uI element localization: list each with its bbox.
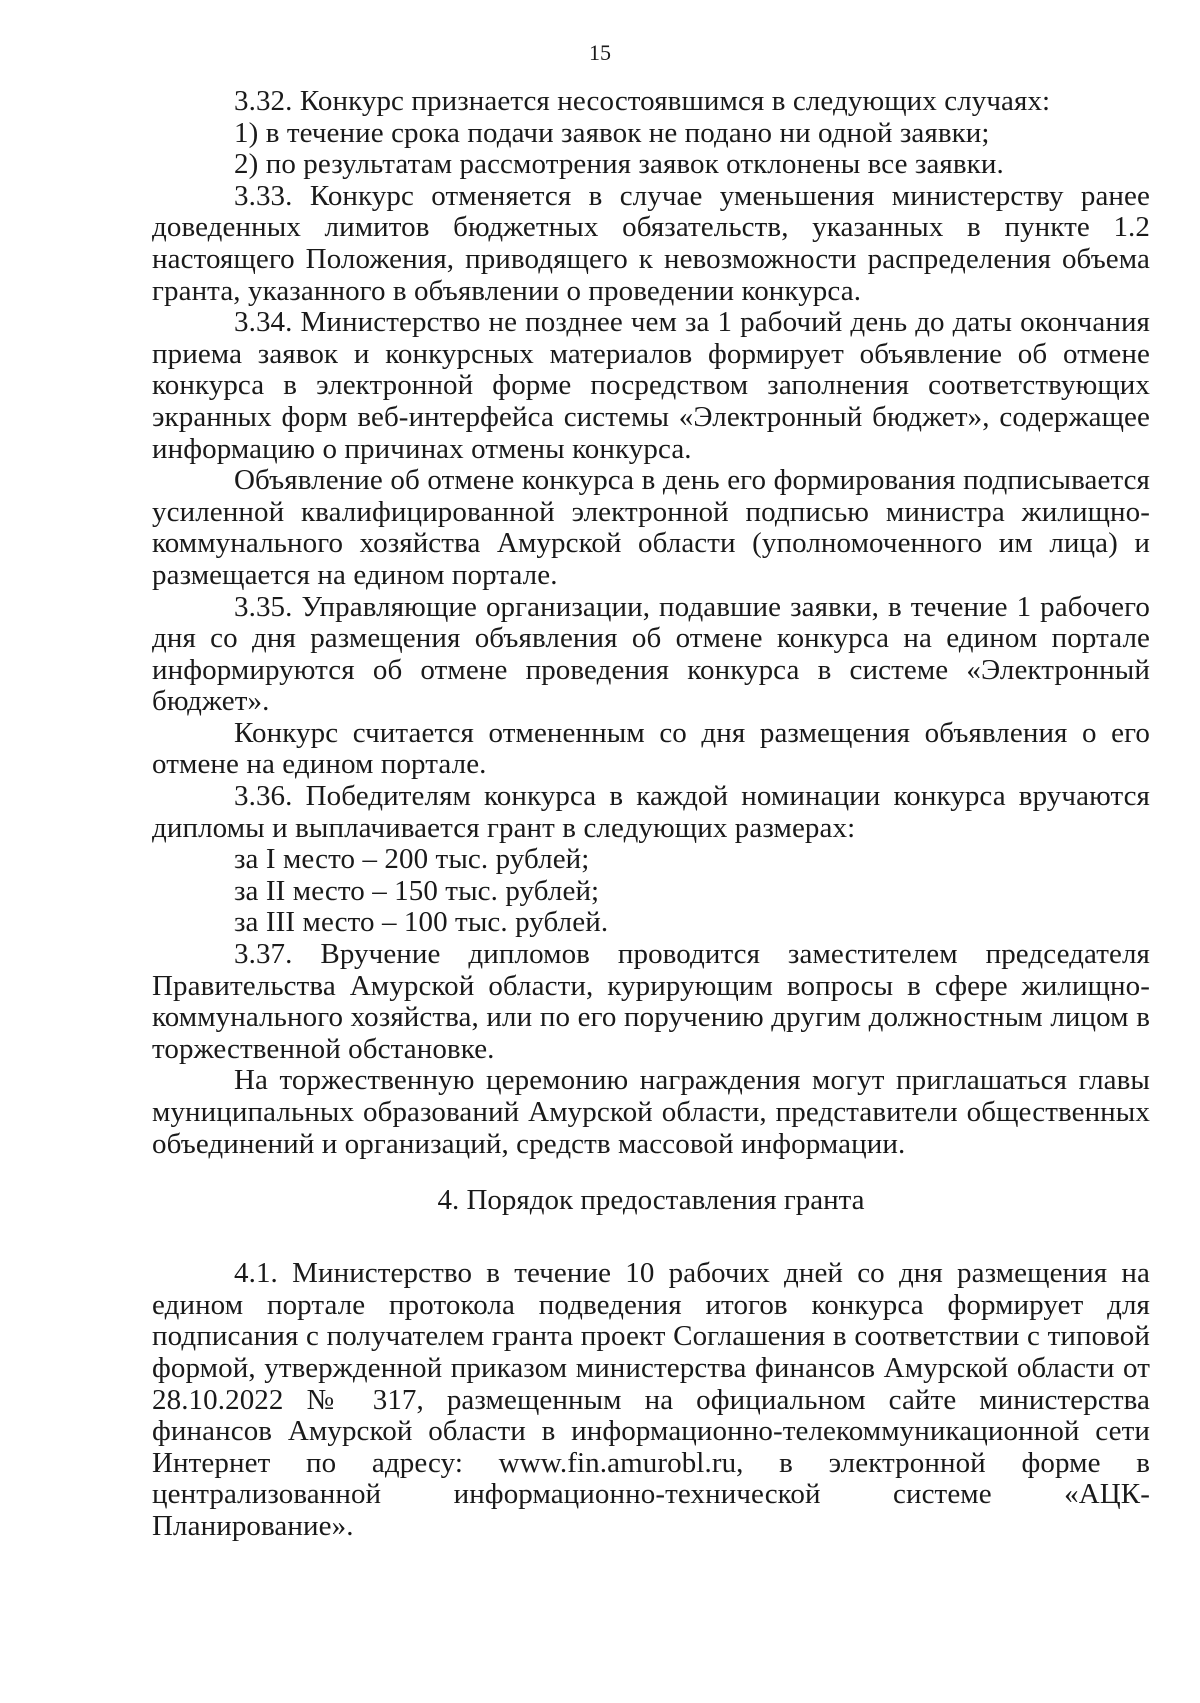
paragraph-3-32: 3.32. Конкурс признается несостоявшимся в следующих случаях: xyxy=(234,85,1051,117)
prize-third-place: за III место – 100 тыс. рублей. xyxy=(234,906,609,939)
paragraph-4-1: 4.1. Министерство в течение 10 рабочих дней со дня размещения на едином портале протокола подведения итогов конкурса формирует для подписания с получателем гранта проект Соглашения в соответствии с типовой формой, утвержденной приказом министерства финансов Амурской области от 28.10.2022 № 317, размещенным на официальном сайте министерства финансов Амурской области в информационно-телекоммуникационной сети Интернет по адресу: www.fin.amurobl.ru, в электронной форме в централизованной информационно-технической системе «АЦК-Планирование». xyxy=(152,1257,1150,1542)
list-item-2: 2) по результатам рассмотрения заявок отклонены все заявки. xyxy=(234,148,1004,181)
prize-second-place: за II место – 150 тыс. рублей; xyxy=(234,874,600,907)
paragraph-3-33: 3.33. Конкурс отменяется в случае уменьшения министерству ранее доведенных лимитов бюджетных обязательств, указанных в пункте 1.2 настоящего Положения, приводящего к невозможности распределения объема гранта, указанного в объявлении о проведении конкурса. xyxy=(152,179,1150,307)
paragraph-3-36: 3.36. Победителям конкурса в каждой номинации конкурса вручаются дипломы и выплачивается грант в следующих размерах: xyxy=(152,780,1150,844)
paragraph-cancel-announcement: Объявление об отмене конкурса в день его формирования подписывается усиленной квалифицированной электронной подписью министра жилищно-коммунального хозяйства Амурской области (уполномоченного им лица) и размещается на едином портале. xyxy=(152,464,1150,591)
paragraph-3-35: 3.35. Управляющие организации, подавшие заявки, в течение 1 рабочего дня со дня размещения объявления об отмене конкурса на едином портале информируются об отмене проведения конкурса в системе «Электронный бюджет». xyxy=(152,590,1150,718)
list-item-1: 1) в течение срока подачи заявок не подано ни одной заявки; xyxy=(234,116,990,149)
paragraph-cancelled-date: Конкурс считается отмененным со дня размещения объявления о его отмене на едином портале. xyxy=(152,716,1150,781)
document-body xyxy=(152,86,1150,1543)
section-heading: 4. Порядок предоставления гранта xyxy=(437,1184,865,1217)
prize-first-place: за I место – 200 тыс. рублей; xyxy=(234,843,590,876)
paragraph-ceremony: На торжественную церемонию награждения могут приглашаться главы муниципальных образований Амурской области, представители общественных объединений и организаций, средств массовой информации. xyxy=(152,1064,1150,1160)
paragraph-3-37: 3.37. Вручение дипломов проводится заместителем председателя Правительства Амурской области, курирующим вопросы в сфере жилищно-коммунального хозяйства, или по его поручению другим должностным лицом в торжественной обстановке. xyxy=(152,938,1150,1065)
page-number: 15 xyxy=(589,40,611,65)
paragraph-3-34: 3.34. Министерство не позднее чем за 1 рабочий день до даты окончания приема заявок и конкурсных материалов формирует объявление об отмене конкурса в электронной форме посредством заполнения соответствующих экранных форм веб-интерфейса системы «Электронный бюджет», содержащее информацию о причинах отмены конкурса. xyxy=(152,306,1150,465)
